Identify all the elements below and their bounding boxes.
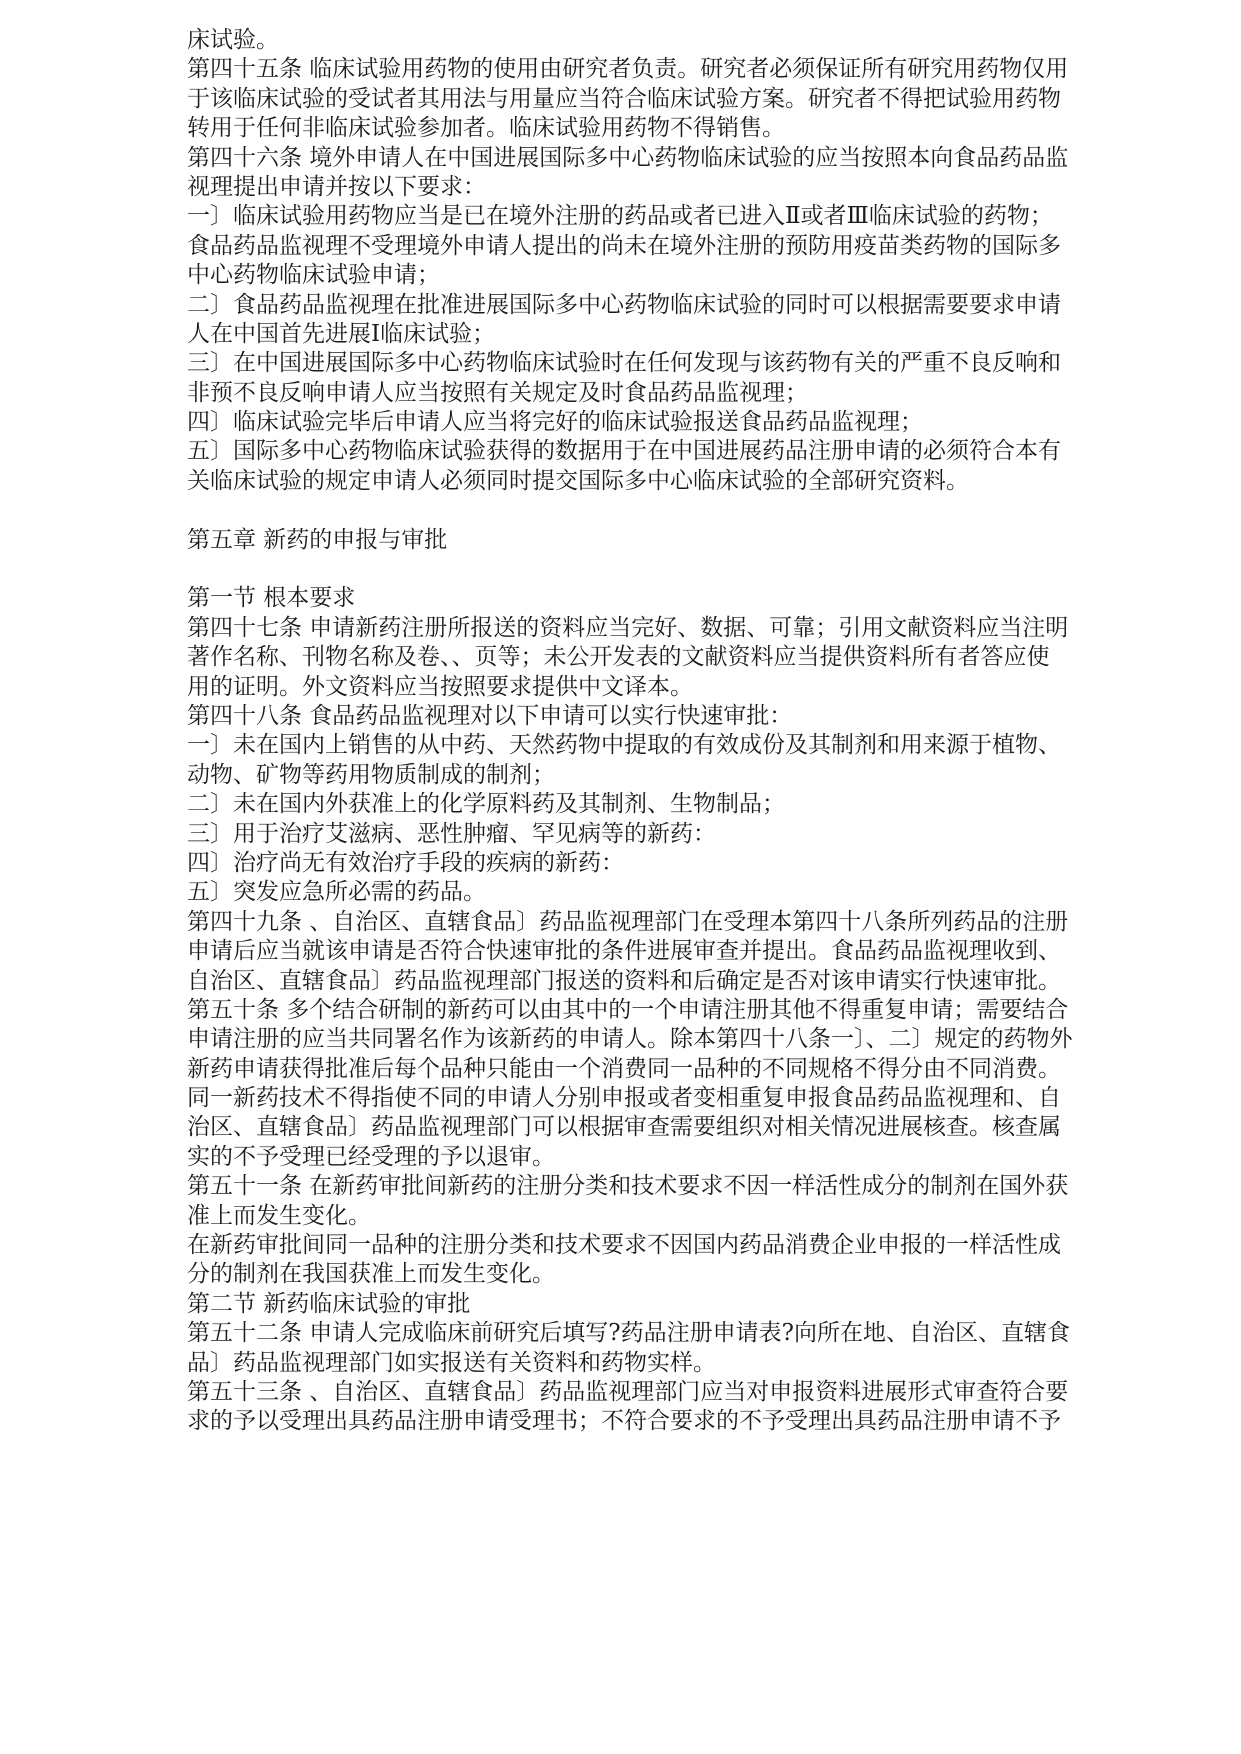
text-line: 五〕国际多中心药物临床试验获得的数据用于在中国进展药品注册申请的必须符合本有 [187,438,1061,465]
text-line: 中心药物临床试验申请； [187,262,440,289]
text-line: 第四十五条 临床试验用药物的使用由研究者负责。研究者必须保证所有研究用药物仅用 [187,56,1069,83]
text-line: 实的不予受理已经受理的予以退审。 [187,1143,555,1170]
text-line: 四〕临床试验完毕后申请人应当将完好的临床试验报送食品药品监视理； [187,409,923,436]
text-line: 第一节 根本要求 [187,585,356,612]
text-line: 二〕未在国内外获准上的化学原料药及其制剂、生物制品； [187,791,785,818]
text-line: 第四十八条 食品药品监视理对以下申请可以实行快速审批： [187,702,793,729]
document-page [187,26,1147,1437]
text-line: 第二节 新药临床试验的审批 [187,1290,471,1317]
text-line: 第四十六条 境外申请人在中国进展国际多中心药物临床试验的应当按照本向食品药品监 [187,144,1069,171]
text-line: 第五十条 多个结合研制的新药可以由其中的一个申请注册其他不得重复申请；需要结合 [187,996,1069,1023]
text-line: 第四十九条 、自治区、直辖食品〕药品监视理部门在受理本第四十八条所列药品的注册 [187,908,1069,935]
text-line: 第五十二条 申请人完成临床前研究后填写?药品注册申请表?向所在地、自治区、直辖食 [187,1320,1070,1347]
text-line: 五〕突发应急所必需的药品。 [187,879,486,906]
text-line: 新药申请获得批准后每个品种只能由一个消费同一品种的不同规格不得分由不同消费。 [187,1055,1061,1082]
text-line: 二〕食品药品监视理在批准进展国际多中心药物临床试验的同时可以根据需要要求申请 [187,291,1061,318]
text-line: 著作名称、刊物名称及卷、、页等；未公开发表的文献资料应当提供资料所有者答应使 [187,644,1050,671]
blank-line [187,555,1147,584]
text-line: 分的制剂在我国获准上而发生变化。 [187,1261,555,1288]
text-line: 求的予以受理出具药品注册申请受理书；不符合要求的不予受理出具药品注册申请不予 [187,1408,1061,1435]
text-line: 转用于任何非临床试验参加者。临床试验用药物不得销售。 [187,115,785,142]
text-line: 第五十三条 、自治区、直辖食品〕药品监视理部门应当对申报资料进展形式审查符合要 [187,1378,1069,1405]
text-line: 人在中国首先进展Ⅰ临床试验； [187,320,496,347]
text-line: 四〕治疗尚无有效治疗手段的疾病的新药： [187,849,624,876]
text-line: 治区、直辖食品〕药品监视理部门可以根据审查需要组织对相关情况进展核查。核查属 [187,1114,1061,1141]
text-line: 用的证明。外文资料应当按照要求提供中文译本。 [187,673,693,700]
text-line: 视理提出申请并按以下要求： [187,173,486,200]
text-line: 第五章 新药的申报与审批 [187,526,448,553]
text-line: 品〕药品监视理部门如实报送有关资料和药物实样。 [187,1349,716,1376]
text-line: 一〕未在国内上销售的从中药、天然药物中提取的有效成份及其制剂和用来源于植物、 [187,732,1061,759]
text-line: 申请后应当就该申请是否符合快速审批的条件进展审查并提出。食品药品监视理收到、 [187,938,1061,965]
text-line: 同一新药技术不得指使不同的申请人分别申报或者变相重复申报食品药品监视理和、自 [187,1085,1061,1112]
text-line: 在新药审批间同一品种的注册分类和技术要求不因国内药品消费企业申报的一样活性成 [187,1232,1061,1259]
text-line: 申请注册的应当共同署名作为该新药的申请人。除本第四十八条一〕、二〕规定的药物外 [187,1026,1073,1053]
text-line: 于该临床试验的受试者其用法与用量应当符合临床试验方案。研究者不得把试验用药物 [187,85,1061,112]
blank-line [187,496,1147,525]
text-line: 第五十一条 在新药审批间新药的注册分类和技术要求不因一样活性成分的制剂在国外获 [187,1173,1069,1200]
text-line: 动物、矿物等药用物质制成的制剂； [187,761,555,788]
text-line: 第四十七条 申请新药注册所报送的资料应当完好、数据、可靠；引用文献资料应当注明 [187,614,1069,641]
text-line: 关临床试验的规定申请人必须同时提交国际多中心临床试验的全部研究资料。 [187,467,969,494]
text-line: 自治区、直辖食品〕药品监视理部门报送的资料和后确定是否对该申请实行快速审批。 [187,967,1061,994]
text-line: 床试验。 [187,27,279,53]
text-line: 食品药品监视理不受理境外申请人提出的尚未在境外注册的预防用疫苗类药物的国际多 [187,232,1061,259]
text-line: 一〕临床试验用药物应当是已在境外注册的药品或者已进入Ⅱ或者Ⅲ临床试验的药物； [187,203,1053,230]
text-line: 准上而发生变化。 [187,1202,371,1229]
text-line: 三〕在中国进展国际多中心药物临床试验时在任何发现与该药物有关的严重不良反响和 [187,350,1061,377]
text-line: 非预不良反响申请人应当按照有关规定及时食品药品监视理； [187,379,808,406]
text-line: 三〕用于治疗艾滋病、恶性肿瘤、罕见病等的新药： [187,820,716,847]
